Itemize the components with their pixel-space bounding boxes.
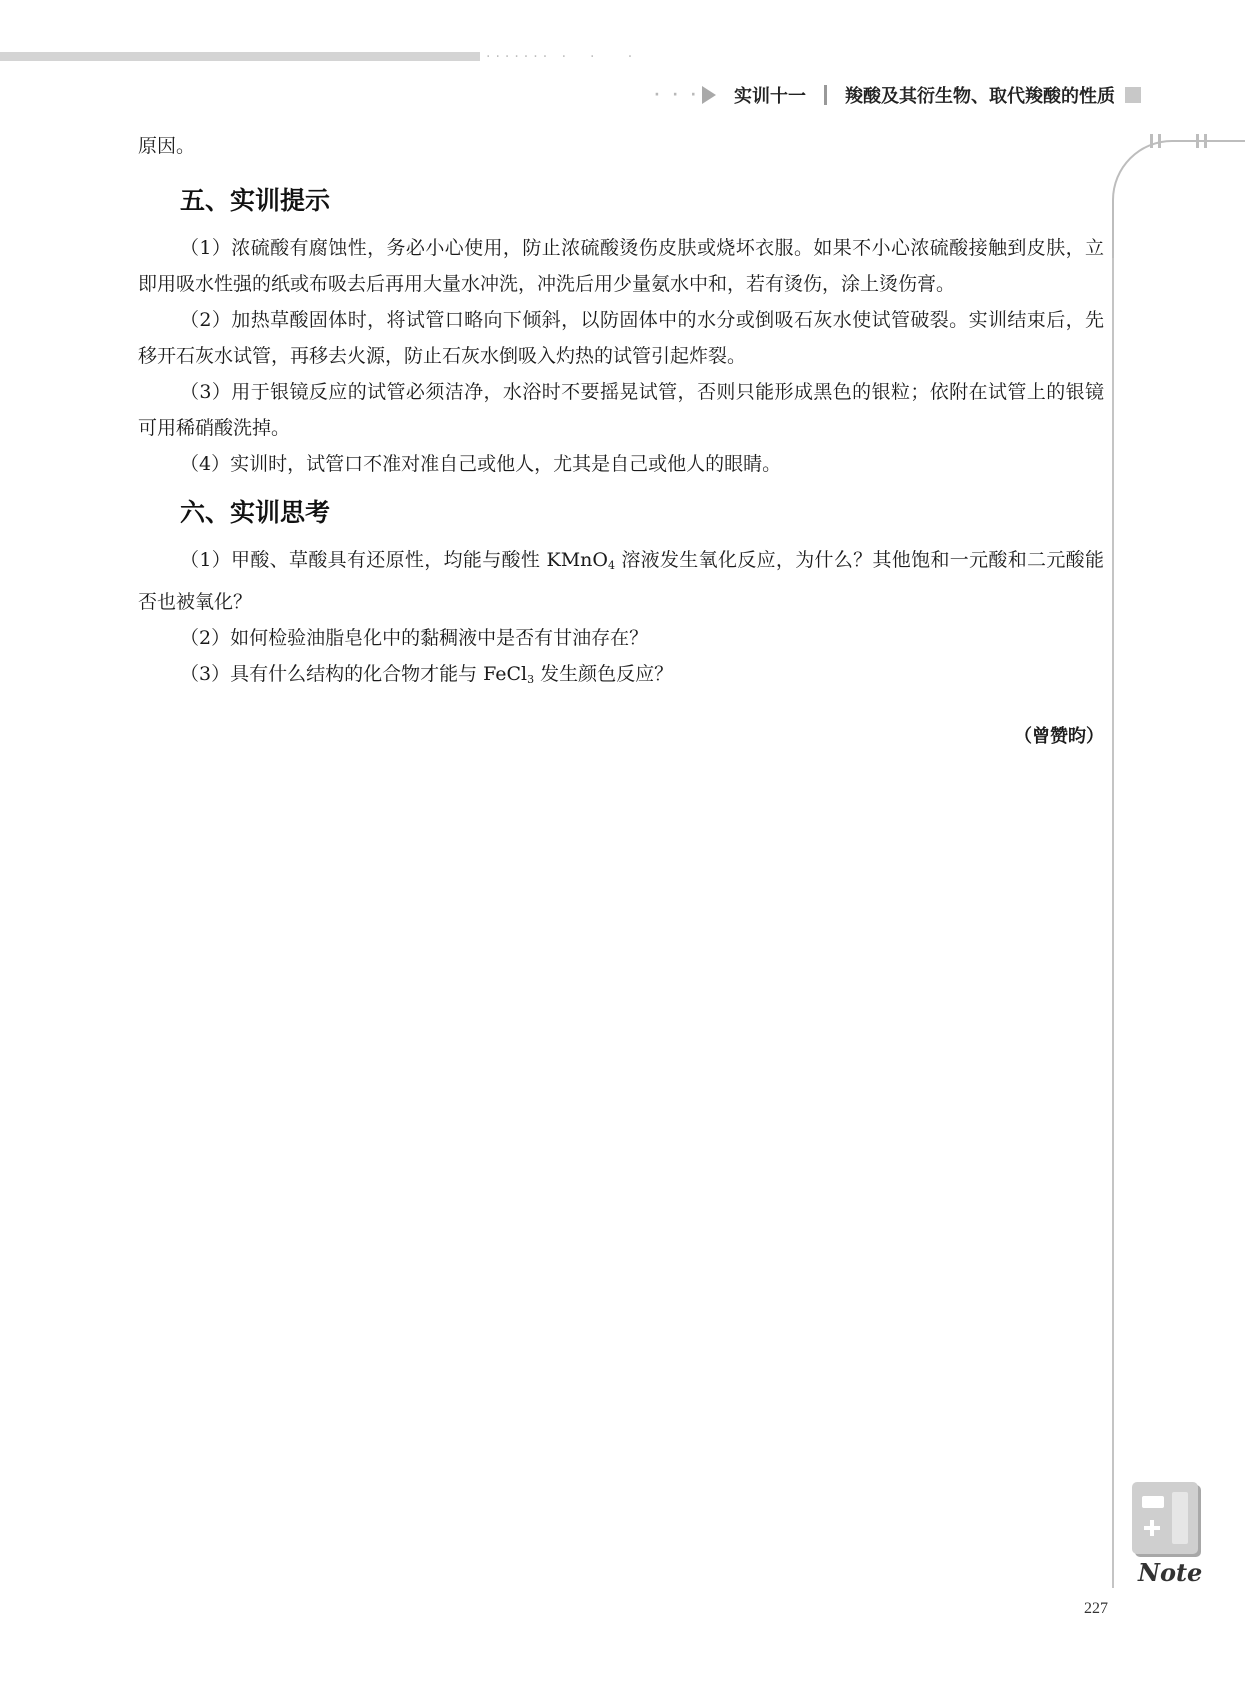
question-3-subscript: 3 [527, 673, 535, 686]
header-gray-bar [0, 52, 480, 61]
running-head-title: 羧酸及其衍生物、取代羧酸的性质 [845, 86, 1115, 107]
question-1-part-a: （1）甲酸、草酸具有还原性，均能与酸性 KMnO [180, 549, 608, 571]
tip-item-3: （3）用于银镜反应的试管必须洁净，水浴时不要摇晃试管，否则只能形成黑色的银粒；依附在试管上的银镜可用稀硝酸洗掉。 [138, 381, 1104, 439]
note-label: Note [1138, 1558, 1203, 1587]
page-number: 227 [1084, 1600, 1108, 1617]
tip-item-4: （4）实训时，试管口不准对准自己或他人，尤其是自己或他人的眼睛。 [180, 453, 782, 475]
square-icon [1125, 87, 1141, 103]
continuation-text: 原因。 [138, 135, 196, 157]
header-dot-trail: ······· · · · [486, 49, 638, 65]
question-3 [138, 656, 1104, 698]
margin-rule [1112, 258, 1114, 1588]
tip-item-1: （1）浓硫酸有腐蚀性，务必小心使用，防止浓硫酸烫伤皮肤或烧坏衣服。如果不小心浓硫酸接触到皮肤，立即用吸水性强的纸或布吸去后再用大量水冲洗，冲洗后用少量氨水中和，若有烫伤，涂上烫伤膏。 [138, 237, 1104, 295]
question-1-part-b: 溶液发生氧化反应，为什么？其他饱和一元酸和二元酸能否也被氧化？ [138, 549, 1105, 613]
section-heading-questions: 六、实训思考 [180, 498, 331, 527]
note-icon [1132, 1482, 1198, 1554]
question-3-part-b: 发生颜色反应？ [534, 663, 674, 685]
author-credit: （曾赞昀） [1014, 726, 1104, 747]
question-2: （2）如何检验油脂皂化中的黏稠液中是否有甘油存在？ [180, 627, 649, 649]
margin-curve-decoration [1112, 140, 1245, 262]
dots-decoration: · · · [654, 87, 700, 103]
section-heading-tips: 五、实训提示 [180, 186, 331, 215]
tip-item-2: （2）加热草酸固体时，将试管口略向下倾斜，以防固体中的水分或倒吸石灰水使试管破裂。实训结束后，先移开石灰水试管，再移去火源，防止石灰水倒吸入灼热的试管引起炸裂。 [138, 309, 1104, 367]
question-1-subscript: 4 [607, 559, 615, 572]
running-head-chapter: 实训十一 [734, 86, 806, 107]
question-3-part-a: （3）具有什么结构的化合物才能与 FeCl [180, 663, 528, 685]
running-head [654, 82, 1141, 108]
arrow-icon [702, 86, 716, 104]
separator-bar [824, 85, 827, 105]
question-1 [138, 542, 1104, 620]
page-content [138, 128, 1104, 748]
